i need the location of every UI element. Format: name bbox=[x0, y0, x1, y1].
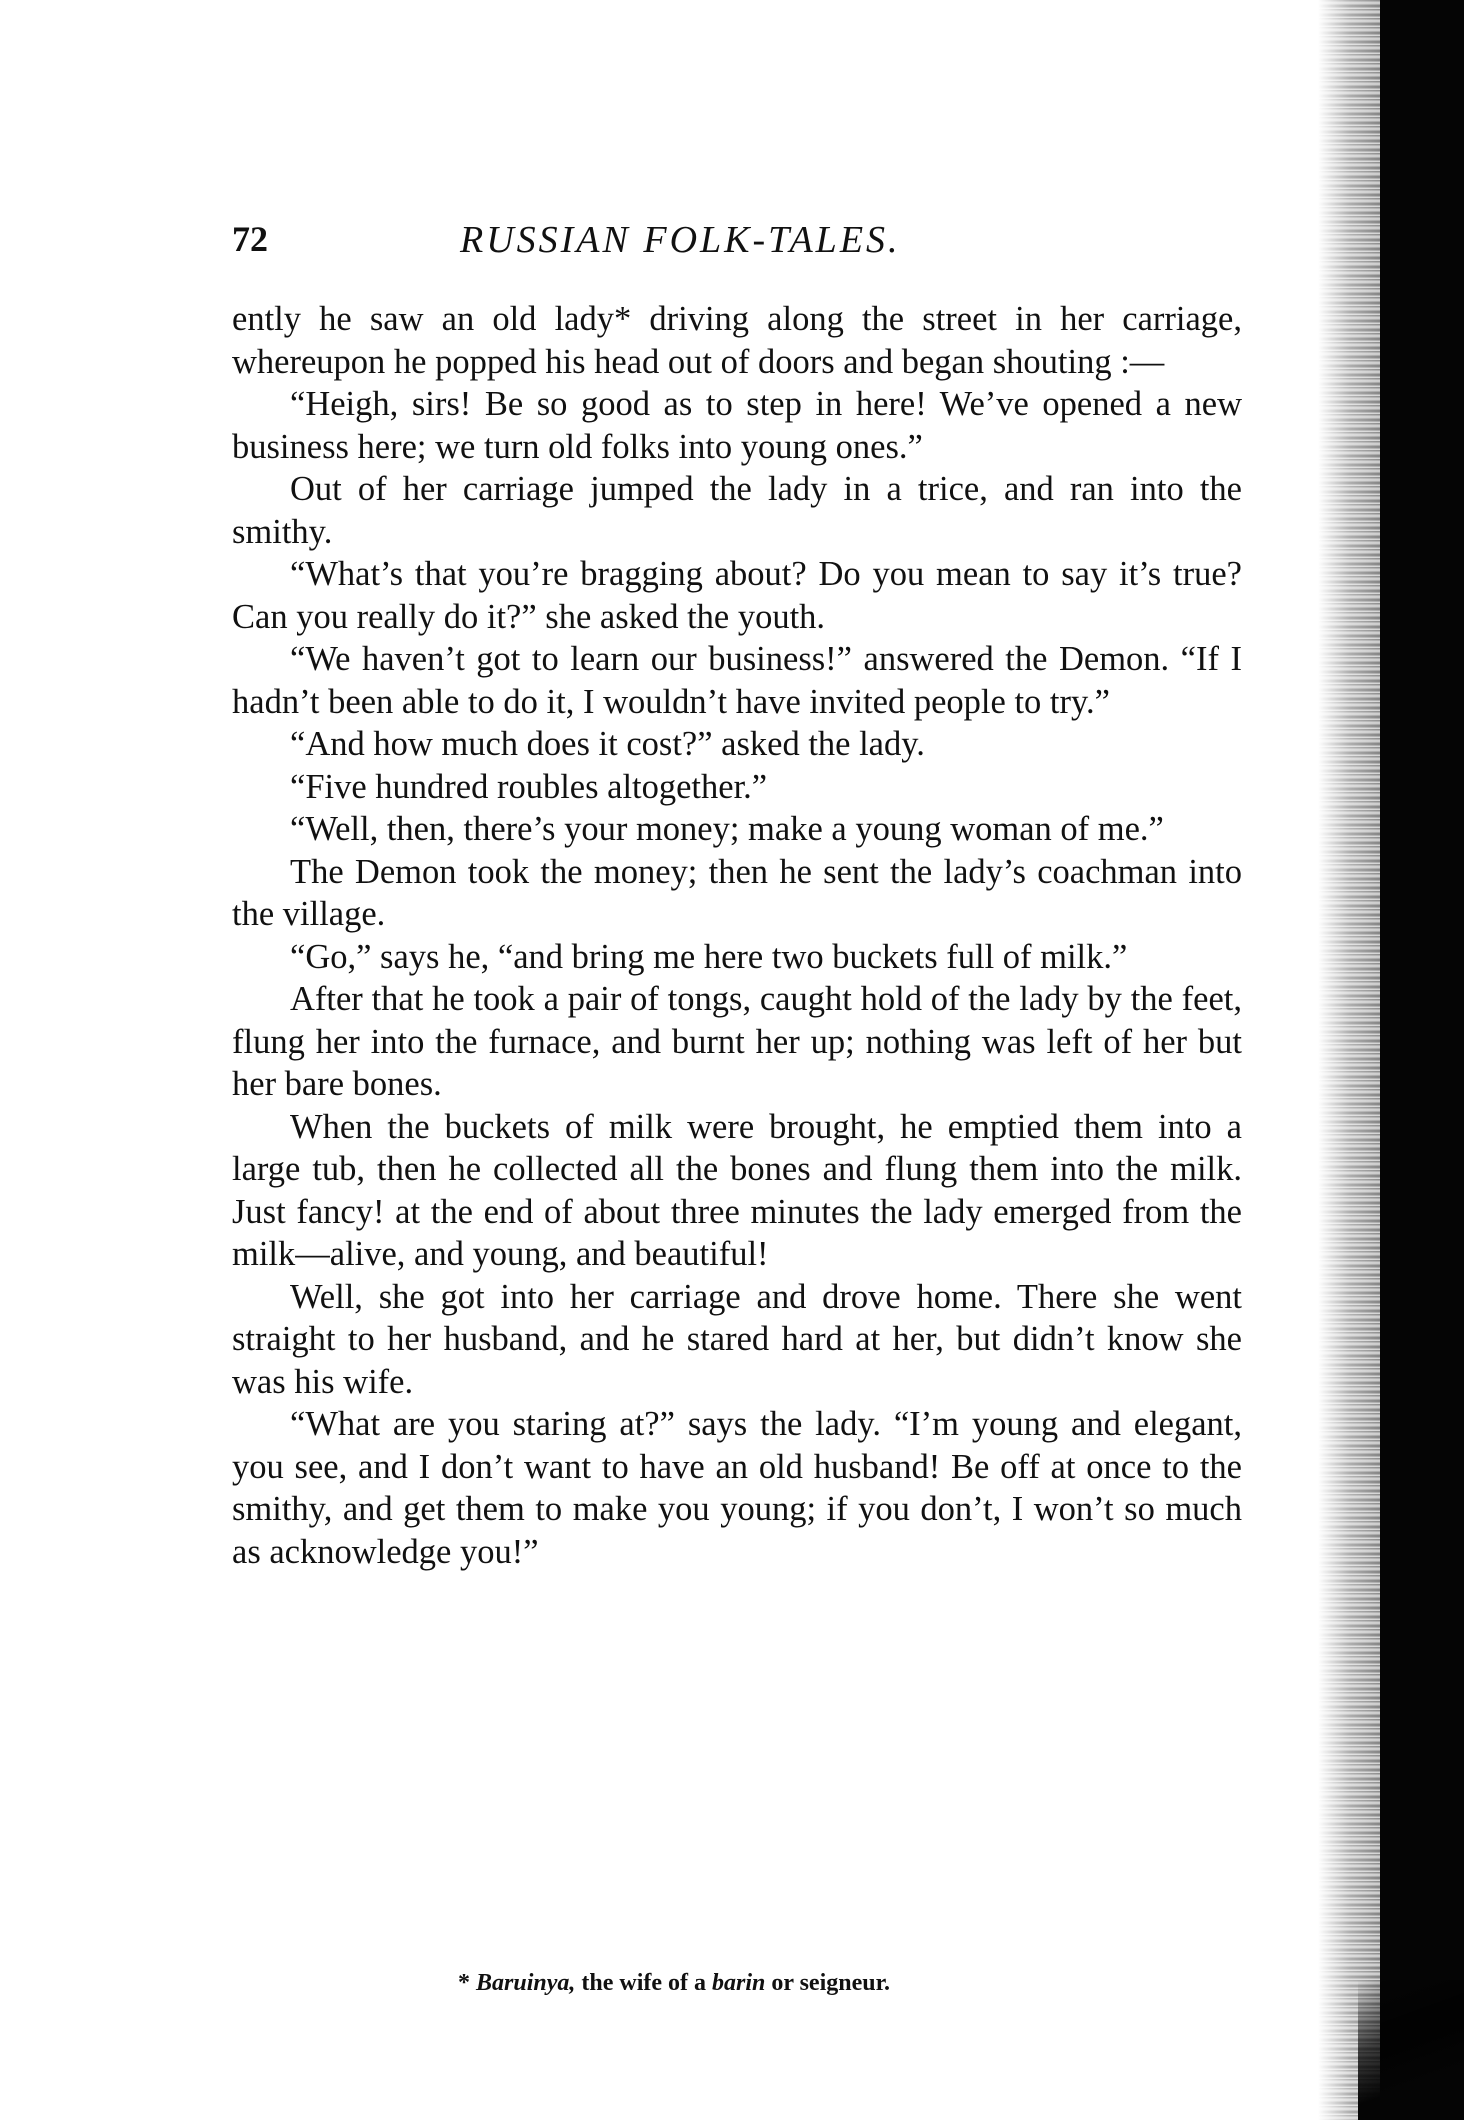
page-number: 72 bbox=[232, 219, 268, 259]
paragraph: When the buckets of milk were brought, he emptied them into a large tub, then he collected all the bones and flung them into the milk. Just fancy! at the end of about three minutes the lady emerged from the milk—alive, and young, and beautiful! bbox=[232, 1107, 1242, 1273]
body-text bbox=[232, 298, 1242, 1573]
paragraph: “We haven’t got to learn our business!” answered the Demon. “If I hadn’t been able to do it, I wouldn’t have invited people to try.” bbox=[232, 640, 1242, 721]
paragraph: Well, she got into her carriage and drove home. There she went straight to her husband, and he stared hard at her, but didn’t know she was his wife. bbox=[232, 1277, 1242, 1401]
paragraph: “What are you staring at?” says the lady. “I’m young and elegant, you see, and I don’t want to have an old husband! Be off at once to the smithy, and get them to make you young; if you don’t, I won’t so much as acknowledge you!” bbox=[232, 1405, 1242, 1571]
footnote bbox=[458, 1970, 890, 1997]
paragraph: “Heigh, sirs! Be so good as to step in here! We’ve opened a new business here; we turn old folks into young ones.” bbox=[232, 385, 1242, 466]
paragraph: “What’s that you’re bragging about? Do you mean to say it’s true? Can you really do it?” she asked the youth. bbox=[232, 555, 1242, 636]
page-header bbox=[232, 218, 1242, 278]
binding-shadow bbox=[1380, 0, 1464, 2120]
footnote-term-barin: barin bbox=[712, 1970, 766, 1996]
paragraph: “And how much does it cost?” asked the lady. bbox=[290, 725, 925, 763]
paragraph: Out of her carriage jumped the lady in a trice, and ran into the smithy. bbox=[232, 470, 1242, 551]
edge-speckle bbox=[1318, 0, 1388, 2120]
paragraph: “Go,” says he, “and bring me here two buckets full of milk.” bbox=[290, 937, 1128, 976]
page-edge-shadow bbox=[1318, 0, 1464, 2120]
paragraph: “Five hundred roubles altogether.” bbox=[290, 767, 768, 806]
footnote-marker: * bbox=[458, 1970, 470, 1996]
paragraph: After that he took a pair of tongs, caught hold of the lady by the feet, flung her into the furnace, and burnt her up; nothing was left of her but her bare bones. bbox=[232, 980, 1242, 1103]
corner-shadow bbox=[1358, 1980, 1464, 2120]
paragraph: ently he saw an old lady* driving along the street in her carriage, whereupon he popped his head out of doors and began shouting :— bbox=[232, 300, 1242, 381]
paragraph: “Well, then, there’s your money; make a young woman of me.” bbox=[290, 810, 1164, 848]
paragraph: The Demon took the money; then he sent the lady’s coachman into the village. bbox=[232, 852, 1242, 933]
footnote-term: Baruinya, bbox=[476, 1970, 576, 1996]
footnote-text-end: or seigneur. bbox=[765, 1970, 891, 1996]
running-title: RUSSIAN FOLK-TALES. bbox=[460, 219, 901, 261]
footnote-text: the wife of a bbox=[575, 1970, 713, 1996]
